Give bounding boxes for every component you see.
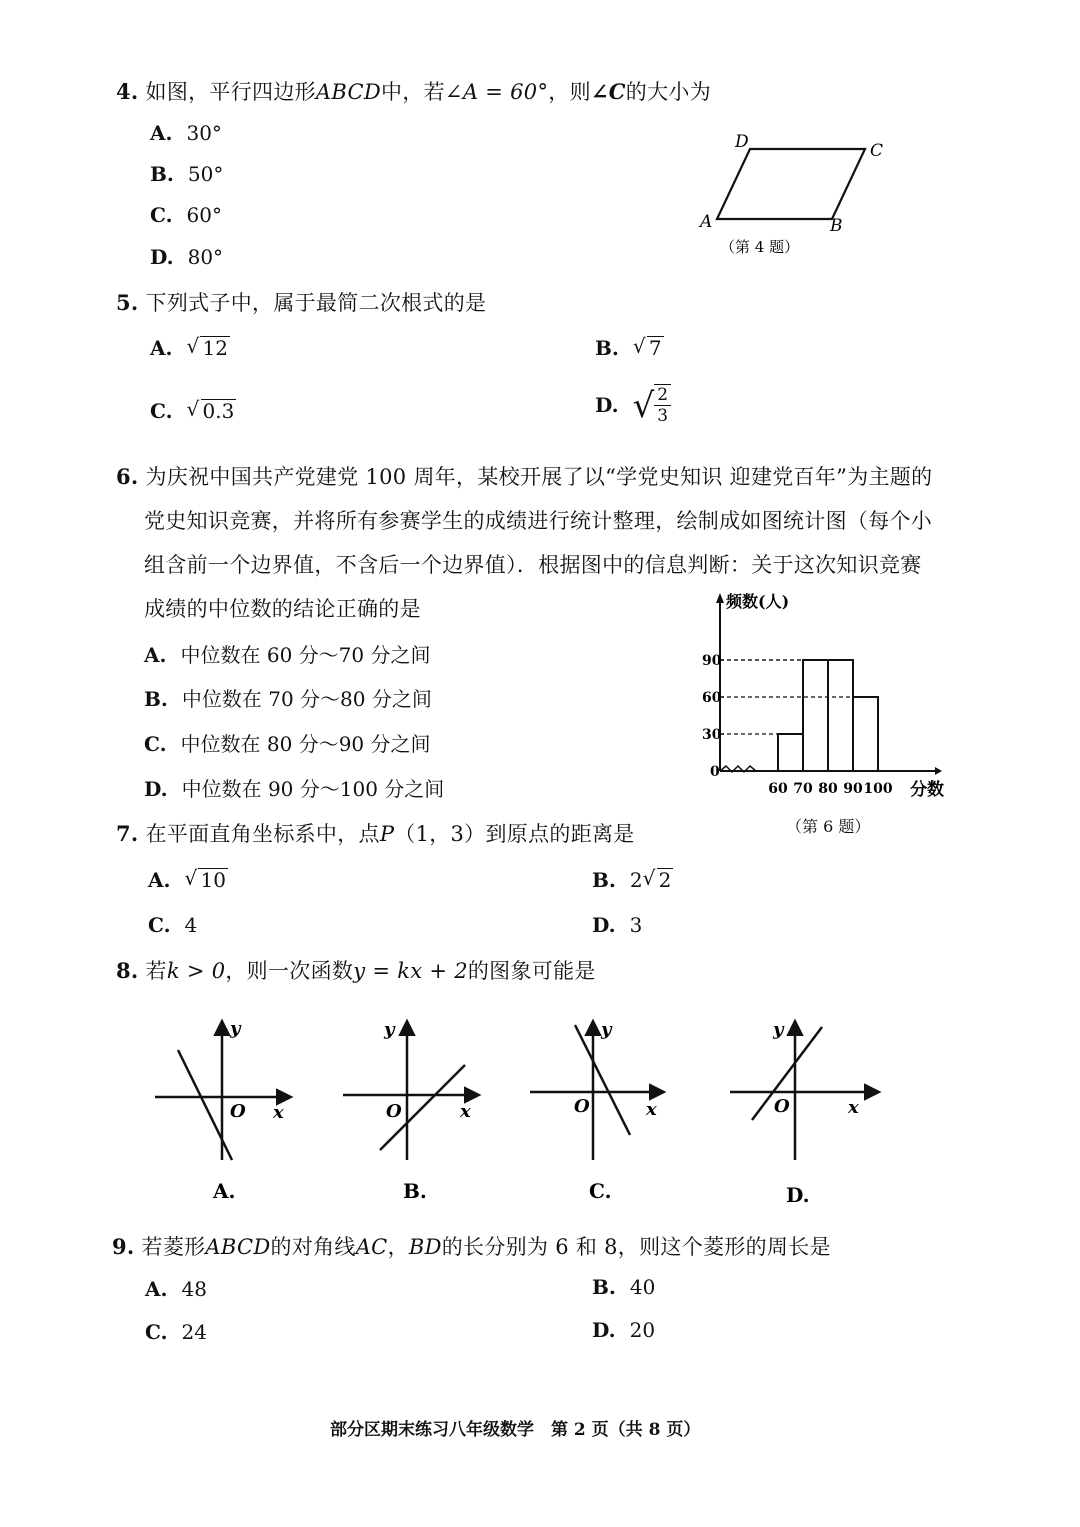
q9-option-c: C. 24 — [145, 1320, 207, 1344]
svg-text:C.: C. — [589, 1179, 612, 1203]
q8-graph-b — [343, 1019, 478, 1203]
q9-stem: 9. 若菱形ABCD的对角线AC，BD的长分别为 6 和 8，则这个菱形的周长是 — [112, 1234, 831, 1259]
q5-stem: 5. 下列式子中，属于最简二次根式的是 — [116, 290, 487, 315]
vertex-a-label: A — [700, 212, 713, 232]
svg-text:y: y — [384, 1019, 395, 1040]
x-tick-label: 70 — [793, 781, 813, 797]
y-tick-label: 90 — [702, 653, 722, 669]
x-tick-label: 60 — [768, 781, 788, 797]
q7-stem: 7. 在平面直角坐标系中，点P（1，3）到原点的距离是 — [116, 821, 635, 846]
q6-option-a: A. 中位数在 60 分～70 分之间 — [144, 643, 431, 667]
q7-option-b: B. 2 √ 2 — [592, 866, 672, 892]
vertex-d-label: D — [735, 132, 749, 152]
vertex-c-label: C — [870, 141, 884, 161]
x-tick-label: 80 — [818, 781, 838, 797]
y-tick-label: 0 — [710, 764, 720, 780]
y-tick-label: 60 — [702, 690, 722, 706]
q7-option-d: D. 3 — [592, 913, 643, 937]
q4-stem: 4. 如图，平行四边形ABCD中，若∠A = 60°，则∠C的大小为 — [116, 79, 711, 104]
y-tick-label: 30 — [702, 727, 722, 743]
q6-stem-line-3: 组含前一个边界值，不含后一个边界值）．根据图中的信息判断：关于这次知识竞赛 — [144, 553, 922, 577]
svg-text:O: O — [386, 1101, 402, 1122]
q4-option-c: C. 60° — [150, 203, 222, 227]
histogram-bar — [803, 660, 828, 771]
q4-option-b: B. 50° — [150, 162, 224, 186]
q8-stem: 8. 若k > 0，则一次函数y = kx + 2的图象可能是 — [116, 958, 596, 983]
svg-text:O: O — [774, 1096, 790, 1117]
q9-option-a: A. 48 — [145, 1277, 207, 1301]
svg-text:O: O — [230, 1101, 246, 1122]
x-tick-label: 90 — [843, 781, 863, 797]
histogram-bar — [778, 734, 803, 771]
q6-option-d: D. 中位数在 90 分～100 分之间 — [144, 777, 445, 801]
svg-text:B.: B. — [403, 1179, 427, 1203]
y-axis-label: 频数(人) — [726, 592, 790, 611]
svg-text:x: x — [646, 1099, 657, 1120]
q7-option-c: C. 4 — [148, 913, 198, 937]
q8-graph-d — [730, 1019, 878, 1207]
svg-text:y: y — [230, 1018, 241, 1039]
vertex-b-label: B — [830, 216, 843, 236]
q5-option-a: A. √ 12 — [150, 334, 228, 360]
q6-stem-line-1: 6. 为庆祝中国共产党建党 100 周年，某校开展了以“学党史知识 迎建党百年”为主题的 — [116, 464, 933, 489]
svg-text:x: x — [848, 1097, 859, 1118]
svg-text:O: O — [574, 1096, 590, 1117]
x-tick-label: 100 — [863, 781, 893, 797]
q5-option-d: D. √ $\frac{2}{3}$ — [595, 384, 671, 426]
page-footer: 部分区期末练习八年级数学 第 2 页（共 8 页） — [330, 1420, 701, 1440]
q8-graph-a — [155, 1018, 290, 1203]
x-axis-label: 分数 — [910, 780, 944, 800]
svg-text:D.: D. — [786, 1183, 810, 1207]
svg-text:x: x — [460, 1101, 471, 1122]
q4-option-d: D. 80° — [150, 245, 224, 269]
q5-option-c: C. √ 0.3 — [150, 397, 235, 423]
q9-option-b: B. 40 — [592, 1275, 656, 1299]
q7-option-a: A. √ 10 — [148, 866, 226, 892]
svg-text:A.: A. — [213, 1179, 236, 1203]
q5-option-b: B. √ 7 — [595, 334, 662, 360]
q6-option-b: B. 中位数在 70 分～80 分之间 — [144, 687, 432, 711]
q9-option-d: D. 20 — [592, 1318, 656, 1342]
q6-stem-line-4: 成绩的中位数的结论正确的是 — [144, 597, 421, 621]
q4-figure-caption: （第 4 题） — [720, 238, 800, 256]
svg-text:x: x — [273, 1102, 284, 1123]
graph-c-line — [575, 1025, 630, 1135]
q6-stem-line-2: 党史知识竞赛，并将所有参赛学生的成绩进行统计整理，绘制成如图统计图（每个小 — [144, 509, 933, 533]
q6-frequency-histogram — [690, 585, 960, 810]
svg-text:y: y — [773, 1019, 784, 1040]
histogram-bar — [828, 660, 853, 771]
x-axis-arrow — [935, 767, 942, 775]
histogram-bar — [853, 697, 878, 771]
q4-parallelogram-figure — [690, 125, 900, 265]
q4-option-a: A. 30° — [150, 121, 222, 145]
svg-text:y: y — [601, 1019, 612, 1040]
q8-graph-c — [530, 1019, 663, 1203]
q6-figure-caption: （第 6 题） — [786, 817, 871, 836]
q8-graphs — [0, 1010, 1080, 1210]
q6-option-c: C. 中位数在 80 分～90 分之间 — [144, 732, 431, 756]
graph-a-line — [178, 1050, 232, 1160]
parallelogram-shape — [717, 149, 865, 219]
y-axis-arrow — [716, 593, 724, 603]
